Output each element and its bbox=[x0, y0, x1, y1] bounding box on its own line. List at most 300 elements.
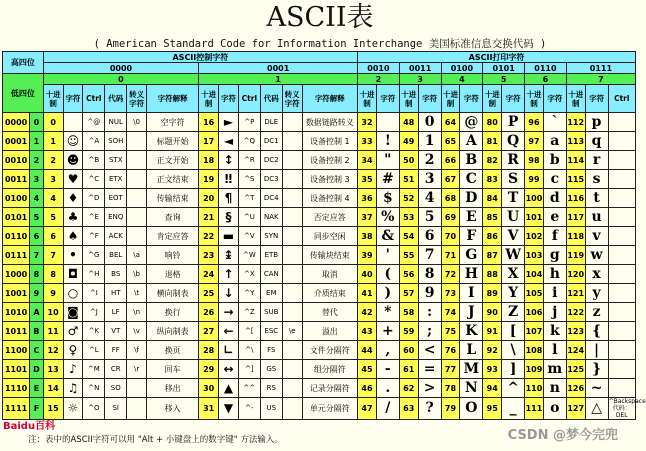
dec-value: 82 bbox=[483, 151, 502, 170]
code-abbr: FF bbox=[105, 341, 127, 360]
code-abbr: GS bbox=[260, 360, 282, 379]
ctrl-key: ^@ bbox=[83, 113, 105, 132]
dec-value: 51 bbox=[399, 170, 418, 189]
char-glyph: w bbox=[585, 246, 608, 265]
code-abbr: HT bbox=[105, 284, 127, 303]
group-binary: 0010 bbox=[358, 63, 400, 74]
escape-seq bbox=[282, 360, 302, 379]
char-description: 介质结束 bbox=[302, 284, 358, 303]
char-glyph: d bbox=[543, 189, 566, 208]
dec-value: 87 bbox=[483, 246, 502, 265]
dec-value: 65 bbox=[441, 132, 460, 151]
char-description: 正文结束 bbox=[147, 170, 199, 189]
escape-seq bbox=[282, 227, 302, 246]
dec-value: 109 bbox=[525, 360, 544, 379]
table-row bbox=[3, 208, 636, 227]
char-glyph: ☻ bbox=[63, 151, 83, 170]
escape-seq bbox=[282, 113, 302, 132]
dec-value: 72 bbox=[441, 265, 460, 284]
row-hex: C bbox=[30, 341, 44, 360]
table-row bbox=[3, 398, 636, 420]
dec-value: 107 bbox=[525, 322, 544, 341]
dec-value: 5 bbox=[43, 208, 63, 227]
dec-value: 53 bbox=[399, 208, 418, 227]
char-description: 记录分隔符 bbox=[302, 379, 358, 398]
col-header-esc: 转义字符 bbox=[282, 85, 302, 113]
ctrl-empty bbox=[608, 208, 635, 227]
col-header-char: 字符 bbox=[219, 85, 239, 113]
char-glyph: § bbox=[219, 208, 239, 227]
escape-seq bbox=[282, 189, 302, 208]
dec-value: 11 bbox=[43, 322, 63, 341]
footnote: 注：表中的ASCII字符可以用 "Alt + 小键盘上的数字键" 方法输入。 bbox=[28, 435, 283, 445]
col-header-desc: 字符解释 bbox=[147, 85, 199, 113]
char-glyph: W bbox=[502, 246, 525, 265]
escape-seq: \0 bbox=[127, 113, 147, 132]
escape-seq: \r bbox=[127, 360, 147, 379]
dec-value: 125 bbox=[566, 360, 585, 379]
escape-seq bbox=[282, 170, 302, 189]
char-glyph: > bbox=[418, 379, 441, 398]
char-glyph bbox=[376, 113, 399, 132]
dec-value: 25 bbox=[199, 284, 219, 303]
char-glyph bbox=[63, 113, 83, 132]
group-binary: 0011 bbox=[399, 63, 441, 74]
char-glyph: ♥ bbox=[63, 170, 83, 189]
char-description: 纵向制表 bbox=[147, 322, 199, 341]
dec-value: 29 bbox=[199, 360, 219, 379]
char-glyph: Z bbox=[502, 303, 525, 322]
dec-value: 94 bbox=[483, 379, 502, 398]
char-glyph: ‼ bbox=[219, 170, 239, 189]
char-glyph: r bbox=[585, 151, 608, 170]
escape-seq bbox=[282, 284, 302, 303]
char-glyph: J bbox=[460, 303, 483, 322]
ctrl-empty bbox=[608, 303, 635, 322]
dec-value: 38 bbox=[358, 227, 377, 246]
row-binary: 0000 bbox=[3, 113, 30, 132]
dec-value: 34 bbox=[358, 151, 377, 170]
ctrl-key: ^A bbox=[83, 132, 105, 151]
group-binary: 0110 bbox=[525, 63, 567, 74]
row-binary: 1011 bbox=[3, 322, 30, 341]
char-glyph: L bbox=[460, 341, 483, 360]
dec-value: 31 bbox=[199, 398, 219, 420]
group-hex: 6 bbox=[525, 74, 567, 85]
char-glyph: ~ bbox=[585, 379, 608, 398]
group-binary: 0000 bbox=[43, 63, 199, 74]
escape-seq bbox=[127, 227, 147, 246]
row-binary: 0001 bbox=[3, 132, 30, 151]
dec-value: 114 bbox=[566, 151, 585, 170]
escape-seq: \v bbox=[127, 322, 147, 341]
escape-seq bbox=[282, 132, 302, 151]
code-abbr: ENQ bbox=[105, 208, 127, 227]
char-description: 响铃 bbox=[147, 246, 199, 265]
dec-value: 80 bbox=[483, 113, 502, 132]
ctrl-key: ^K bbox=[83, 322, 105, 341]
char-glyph: * bbox=[376, 303, 399, 322]
dec-value: 23 bbox=[199, 246, 219, 265]
escape-seq bbox=[282, 151, 302, 170]
char-glyph: c bbox=[543, 170, 566, 189]
char-glyph: ♪ bbox=[63, 360, 83, 379]
char-glyph: | bbox=[585, 341, 608, 360]
table-row bbox=[3, 189, 636, 208]
ctrl-key: ^Y bbox=[238, 284, 260, 303]
ctrl-key: ^P bbox=[238, 113, 260, 132]
row-hex: 7 bbox=[30, 246, 44, 265]
char-glyph: [ bbox=[502, 322, 525, 341]
char-glyph: + bbox=[376, 322, 399, 341]
dec-value: 111 bbox=[525, 398, 544, 420]
escape-seq bbox=[127, 170, 147, 189]
escape-seq bbox=[282, 208, 302, 227]
col-header-dec: 十进制 bbox=[43, 85, 63, 113]
dec-value: 10 bbox=[43, 303, 63, 322]
char-glyph: g bbox=[543, 246, 566, 265]
row-hex: F bbox=[30, 398, 44, 420]
table-row bbox=[3, 113, 636, 132]
char-description: 移出 bbox=[147, 379, 199, 398]
dec-value: 43 bbox=[358, 322, 377, 341]
col-header-ctrl: Ctrl bbox=[83, 85, 105, 113]
dec-value: 55 bbox=[399, 246, 418, 265]
dec-value: 18 bbox=[199, 151, 219, 170]
ctrl-key: ^^ bbox=[238, 379, 260, 398]
char-description: 传输块结束 bbox=[302, 246, 358, 265]
code-abbr: DC1 bbox=[260, 132, 282, 151]
dec-value: 39 bbox=[358, 246, 377, 265]
ctrl-key: ^F bbox=[83, 227, 105, 246]
table-row bbox=[3, 246, 636, 265]
group-hex: 0 bbox=[43, 74, 199, 85]
char-glyph: O bbox=[460, 398, 483, 420]
row-binary: 1000 bbox=[3, 265, 30, 284]
page-title: ASCII表 bbox=[266, 2, 374, 33]
code-abbr: DC2 bbox=[260, 151, 282, 170]
code-abbr: SO bbox=[105, 379, 127, 398]
code-abbr: DC3 bbox=[260, 170, 282, 189]
escape-seq bbox=[127, 379, 147, 398]
char-glyph: • bbox=[63, 246, 83, 265]
char-description: 否定应答 bbox=[302, 208, 358, 227]
code-abbr: NAK bbox=[260, 208, 282, 227]
code-abbr: CR bbox=[105, 360, 127, 379]
dec-value: 4 bbox=[43, 189, 63, 208]
escape-seq bbox=[282, 341, 302, 360]
dec-value: 20 bbox=[199, 189, 219, 208]
char-glyph: Q bbox=[502, 132, 525, 151]
char-glyph: ▼ bbox=[219, 398, 239, 420]
row-hex: D bbox=[30, 360, 44, 379]
char-description: 查询 bbox=[147, 208, 199, 227]
char-glyph: D bbox=[460, 189, 483, 208]
row-hex: 4 bbox=[30, 189, 44, 208]
low-nibble-label: 低四位 bbox=[3, 74, 44, 113]
dec-value: 120 bbox=[566, 265, 585, 284]
char-glyph: ^ bbox=[502, 379, 525, 398]
ctrl-key: ^G bbox=[83, 246, 105, 265]
dec-value: 59 bbox=[399, 322, 418, 341]
char-glyph: ↕ bbox=[219, 151, 239, 170]
dec-value: 71 bbox=[441, 246, 460, 265]
char-glyph: ↓ bbox=[219, 284, 239, 303]
char-glyph: 2 bbox=[418, 151, 441, 170]
char-glyph: u bbox=[585, 208, 608, 227]
dec-value: 90 bbox=[483, 303, 502, 322]
col-header-desc: 字符解释 bbox=[302, 85, 358, 113]
char-glyph: ↨ bbox=[219, 246, 239, 265]
dec-value: 105 bbox=[525, 284, 544, 303]
dec-value: 35 bbox=[358, 170, 377, 189]
char-glyph: , bbox=[376, 341, 399, 360]
dec-value: 88 bbox=[483, 265, 502, 284]
row-binary: 0011 bbox=[3, 170, 30, 189]
dec-value: 75 bbox=[441, 322, 460, 341]
dec-value: 21 bbox=[199, 208, 219, 227]
char-glyph: & bbox=[376, 227, 399, 246]
ctrl-key: ^H bbox=[83, 265, 105, 284]
char-glyph: h bbox=[543, 265, 566, 284]
col-header-char: 字符 bbox=[502, 85, 525, 113]
char-glyph: 1 bbox=[418, 132, 441, 151]
dec-value: 68 bbox=[441, 189, 460, 208]
dec-value: 15 bbox=[43, 398, 63, 420]
ctrl-key: ^D bbox=[83, 189, 105, 208]
code-abbr: BEL bbox=[105, 246, 127, 265]
char-glyph: ◄ bbox=[219, 132, 239, 151]
char-glyph: ↑ bbox=[219, 265, 239, 284]
char-glyph: H bbox=[460, 265, 483, 284]
dec-value: 8 bbox=[43, 265, 63, 284]
dec-value: 121 bbox=[566, 284, 585, 303]
dec-value: 16 bbox=[199, 113, 219, 132]
char-glyph: ▬ bbox=[219, 227, 239, 246]
char-description: 横向制表 bbox=[147, 284, 199, 303]
ascii-table bbox=[2, 51, 646, 420]
char-glyph: ○ bbox=[63, 284, 83, 303]
table-row bbox=[3, 322, 636, 341]
col-header-code: 代码 bbox=[260, 85, 282, 113]
code-abbr: STX bbox=[105, 151, 127, 170]
char-description: 退格 bbox=[147, 265, 199, 284]
ctrl-empty bbox=[608, 284, 635, 303]
char-glyph: m bbox=[543, 360, 566, 379]
table-row bbox=[3, 265, 636, 284]
char-glyph: t bbox=[585, 189, 608, 208]
ctrl-empty bbox=[608, 322, 635, 341]
dec-value: 91 bbox=[483, 322, 502, 341]
dec-value: 44 bbox=[358, 341, 377, 360]
char-glyph: q bbox=[585, 132, 608, 151]
dec-value: 63 bbox=[399, 398, 418, 420]
col-header-char: 字符 bbox=[418, 85, 441, 113]
char-glyph: < bbox=[418, 341, 441, 360]
char-glyph: ' bbox=[376, 246, 399, 265]
row-hex: 2 bbox=[30, 151, 44, 170]
ctrl-key: ^Z bbox=[238, 303, 260, 322]
dec-value: 104 bbox=[525, 265, 544, 284]
dec-value: 73 bbox=[441, 284, 460, 303]
escape-seq: \n bbox=[127, 303, 147, 322]
table-row bbox=[3, 151, 636, 170]
char-glyph: b bbox=[543, 151, 566, 170]
escape-seq bbox=[127, 398, 147, 420]
code-abbr: SOH bbox=[105, 132, 127, 151]
char-glyph: @ bbox=[460, 113, 483, 132]
ctrl-empty bbox=[608, 170, 635, 189]
dec-value: 83 bbox=[483, 170, 502, 189]
char-glyph: ( bbox=[376, 265, 399, 284]
dec-value: 57 bbox=[399, 284, 418, 303]
table-row bbox=[3, 341, 636, 360]
escape-seq bbox=[127, 208, 147, 227]
control-section-label: ASCII控制字符 bbox=[43, 52, 357, 63]
char-glyph: 8 bbox=[418, 265, 441, 284]
dec-value: 45 bbox=[358, 360, 377, 379]
char-glyph: E bbox=[460, 208, 483, 227]
code-abbr: SI bbox=[105, 398, 127, 420]
dec-value: 98 bbox=[525, 151, 544, 170]
char-glyph: ☺ bbox=[63, 132, 83, 151]
dec-value: 89 bbox=[483, 284, 502, 303]
dec-value: 36 bbox=[358, 189, 377, 208]
row-hex: 1 bbox=[30, 132, 44, 151]
dec-value: 0 bbox=[43, 113, 63, 132]
csdn-watermark: CSDN @梦今完兜 bbox=[507, 428, 618, 443]
dec-value: 19 bbox=[199, 170, 219, 189]
del-code: 代码：DEL bbox=[612, 405, 631, 419]
char-glyph: x bbox=[585, 265, 608, 284]
escape-seq bbox=[282, 303, 302, 322]
char-description: 空字符 bbox=[147, 113, 199, 132]
escape-seq bbox=[282, 246, 302, 265]
dec-value: 110 bbox=[525, 379, 544, 398]
char-glyph: n bbox=[543, 379, 566, 398]
dec-value: 47 bbox=[358, 398, 377, 420]
page-subtitle: ( American Standard Code for Information Interchange 美国标准信息交换代码 ) bbox=[93, 38, 547, 50]
col-header-esc: 转义字符 bbox=[127, 85, 147, 113]
char-glyph: ` bbox=[543, 113, 566, 132]
char-glyph: N bbox=[460, 379, 483, 398]
char-glyph: 4 bbox=[418, 189, 441, 208]
char-description: 替代 bbox=[302, 303, 358, 322]
row-binary: 1010 bbox=[3, 303, 30, 322]
char-glyph: T bbox=[502, 189, 525, 208]
group-hex: 4 bbox=[441, 74, 483, 85]
code-abbr: RS bbox=[260, 379, 282, 398]
code-abbr: EOT bbox=[105, 189, 127, 208]
ctrl-key: ^S bbox=[238, 170, 260, 189]
char-glyph: l bbox=[543, 341, 566, 360]
row-hex: 5 bbox=[30, 208, 44, 227]
col-header-dec: 十进制 bbox=[525, 85, 544, 113]
code-abbr: ACK bbox=[105, 227, 127, 246]
group-binary: 0100 bbox=[441, 63, 483, 74]
ctrl-key: ^B bbox=[83, 151, 105, 170]
dec-value: 56 bbox=[399, 265, 418, 284]
ctrl-key: ^[ bbox=[238, 322, 260, 341]
char-glyph: K bbox=[460, 322, 483, 341]
char-glyph: B bbox=[460, 151, 483, 170]
char-glyph: △ bbox=[585, 398, 608, 420]
char-glyph: X bbox=[502, 265, 525, 284]
char-glyph: ∟ bbox=[219, 341, 239, 360]
char-glyph: $ bbox=[376, 189, 399, 208]
dec-value: 93 bbox=[483, 360, 502, 379]
dec-value: 6 bbox=[43, 227, 63, 246]
char-glyph: ? bbox=[418, 398, 441, 420]
code-abbr: CAN bbox=[260, 265, 282, 284]
col-header-dec: 十进制 bbox=[399, 85, 418, 113]
char-description: 组分隔符 bbox=[302, 360, 358, 379]
dec-value: 81 bbox=[483, 132, 502, 151]
dec-value: 101 bbox=[525, 208, 544, 227]
dec-value: 2 bbox=[43, 151, 63, 170]
dec-value: 97 bbox=[525, 132, 544, 151]
escape-seq bbox=[127, 151, 147, 170]
dec-value: 100 bbox=[525, 189, 544, 208]
code-abbr: SUB bbox=[260, 303, 282, 322]
dec-value: 14 bbox=[43, 379, 63, 398]
ctrl-key: ^O bbox=[83, 398, 105, 420]
char-glyph: v bbox=[585, 227, 608, 246]
char-glyph: 6 bbox=[418, 227, 441, 246]
dec-value: 37 bbox=[358, 208, 377, 227]
char-glyph: ▲ bbox=[219, 379, 239, 398]
ctrl-empty bbox=[608, 189, 635, 208]
row-binary: 0111 bbox=[3, 246, 30, 265]
char-glyph: - bbox=[376, 360, 399, 379]
char-glyph: A bbox=[460, 132, 483, 151]
char-glyph: 9 bbox=[418, 284, 441, 303]
dec-value: 46 bbox=[358, 379, 377, 398]
char-glyph: 3 bbox=[418, 170, 441, 189]
char-glyph: ♣ bbox=[63, 208, 83, 227]
char-glyph: F bbox=[460, 227, 483, 246]
dec-value: 115 bbox=[566, 170, 585, 189]
char-description: 设备控制 3 bbox=[302, 170, 358, 189]
ctrl-empty bbox=[608, 113, 635, 132]
row-hex: B bbox=[30, 322, 44, 341]
char-glyph: / bbox=[376, 398, 399, 420]
dec-value: 26 bbox=[199, 303, 219, 322]
table-row bbox=[3, 132, 636, 151]
char-glyph: 5 bbox=[418, 208, 441, 227]
dec-value: 60 bbox=[399, 341, 418, 360]
dec-value: 78 bbox=[441, 379, 460, 398]
char-glyph: Y bbox=[502, 284, 525, 303]
char-glyph: I bbox=[460, 284, 483, 303]
row-hex: 0 bbox=[30, 113, 44, 132]
code-abbr: DLE bbox=[260, 113, 282, 132]
dec-value: 32 bbox=[358, 113, 377, 132]
dec-value: 28 bbox=[199, 341, 219, 360]
ctrl-key: ^] bbox=[238, 360, 260, 379]
dec-value: 76 bbox=[441, 341, 460, 360]
row-hex: 6 bbox=[30, 227, 44, 246]
char-glyph: ☼ bbox=[63, 398, 83, 420]
dec-value: 22 bbox=[199, 227, 219, 246]
char-glyph: ↔ bbox=[219, 360, 239, 379]
group-hex: 2 bbox=[358, 74, 400, 85]
char-description: 肯定应答 bbox=[147, 227, 199, 246]
col-header-dec: 十进制 bbox=[483, 85, 502, 113]
char-glyph: ; bbox=[418, 322, 441, 341]
char-description: 单元分隔符 bbox=[302, 398, 358, 420]
table-row bbox=[3, 227, 636, 246]
